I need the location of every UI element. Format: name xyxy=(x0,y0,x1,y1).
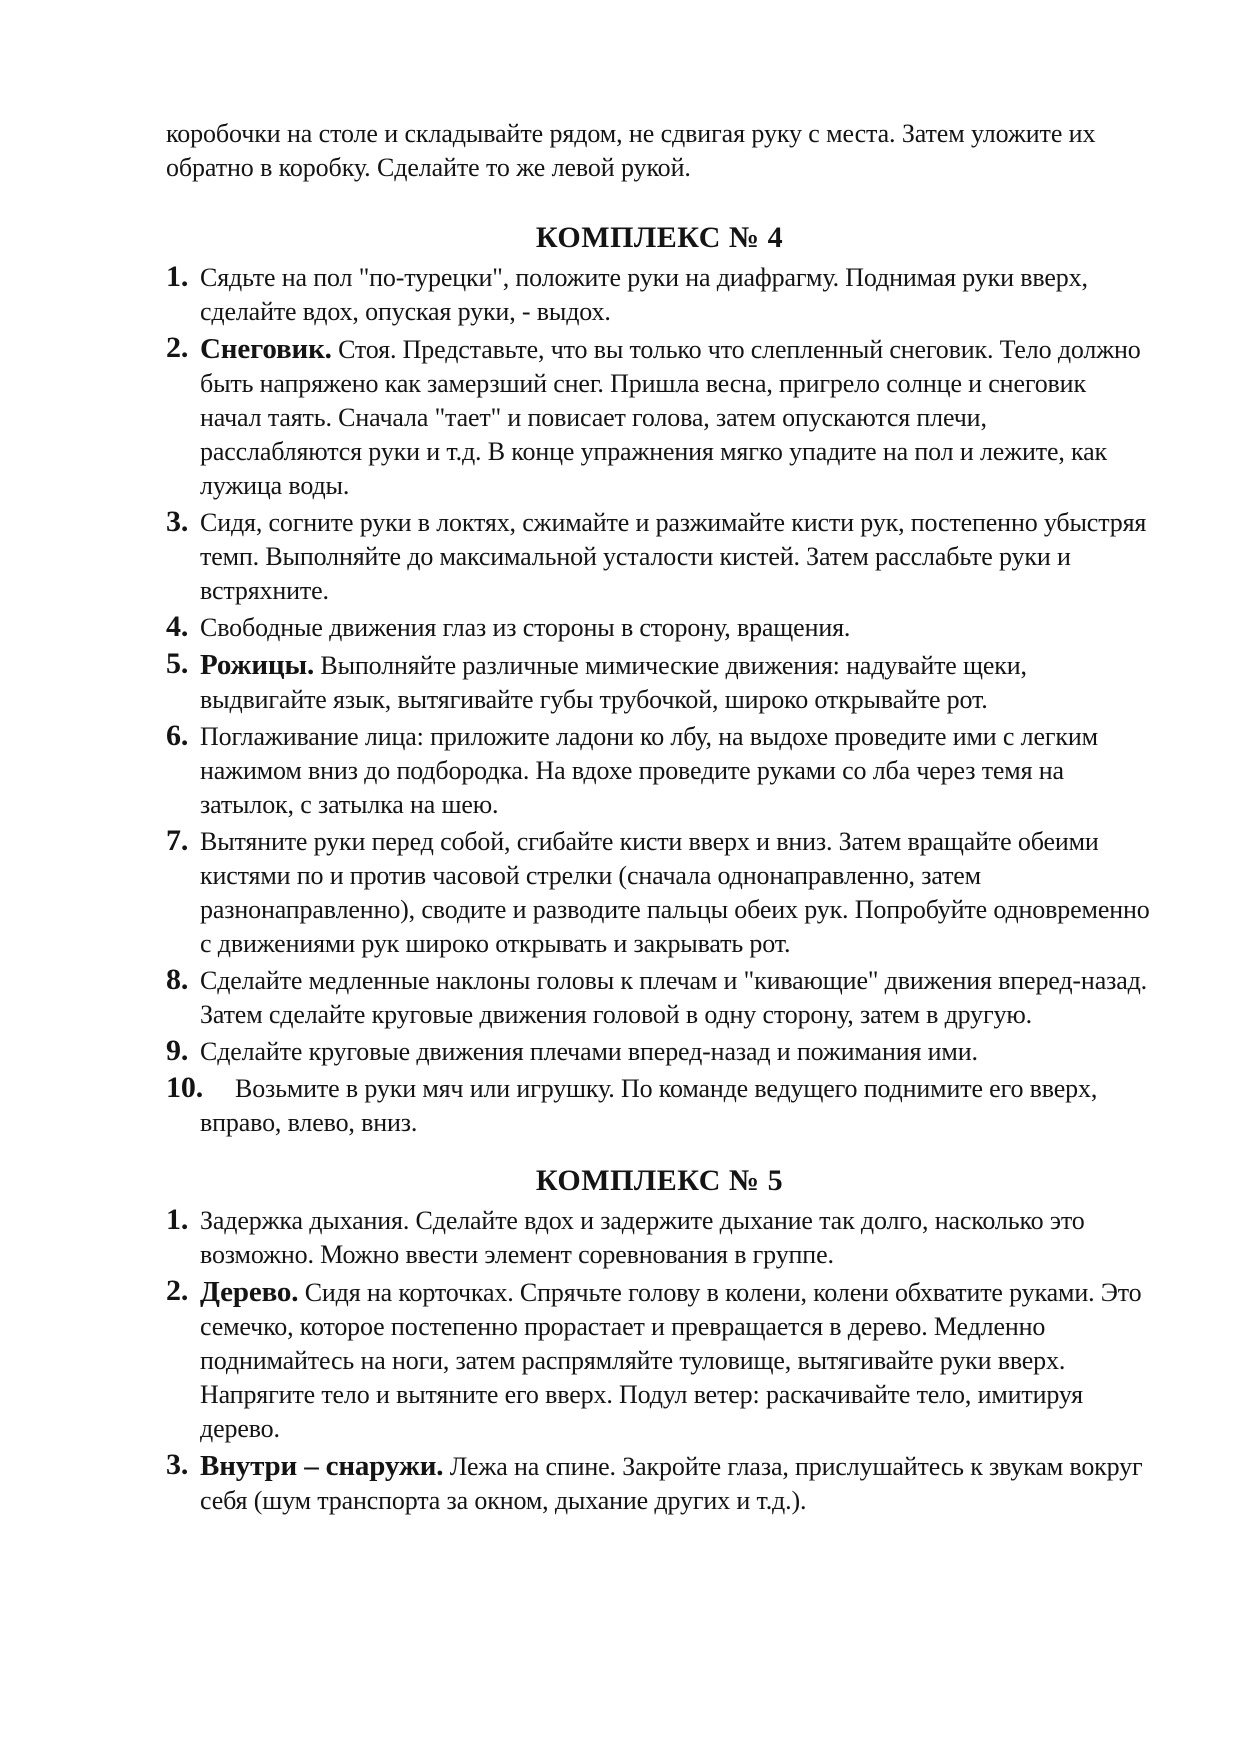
item-title: Дерево. xyxy=(200,1276,299,1308)
exercise-list-complex-4 xyxy=(166,261,1151,1140)
list-item xyxy=(166,611,1151,645)
item-text: Выполняйте различные мимические движения: надувайте щеки, выдвигайте язык, вытягивайте губы трубочкой, широко открывайте рот. xyxy=(200,651,1027,714)
item-number: 10. xyxy=(166,1071,204,1104)
item-title: Рожицы. xyxy=(200,649,315,681)
item-text: Свободные движения глаз из стороны в сторону, вращения. xyxy=(200,613,851,642)
item-text: Поглаживание лица: приложите ладони ко лбу, на выдохе проведите ими с легким нажимом вниз до подбородка. На вдохе проведите руками со лба через темя на затылок, с затылка на шею. xyxy=(200,722,1098,819)
exercise-list-complex-5 xyxy=(166,1204,1151,1518)
list-item xyxy=(166,1035,1151,1069)
list-item xyxy=(166,506,1151,608)
item-title: Внутри – снаружи. xyxy=(200,1450,444,1482)
list-item xyxy=(166,1275,1151,1446)
document-page xyxy=(166,117,1151,1521)
item-number: 3. xyxy=(166,1448,189,1481)
list-item xyxy=(166,1204,1151,1272)
item-text: Задержка дыхания. Сделайте вдох и задержите дыхание так долго, насколько это возможно. Можно ввести элемент соревнования в группе. xyxy=(200,1206,1085,1269)
list-item xyxy=(166,1449,1151,1518)
list-item xyxy=(166,261,1151,329)
item-text: Сядьте на пол "по-турецки", положите руки на диафрагму. Поднимая руки вверх, сделайте вдох, опуская руки, - выдох. xyxy=(200,263,1088,326)
item-number: 9. xyxy=(166,1034,189,1067)
item-title: Снеговик. xyxy=(200,333,332,365)
item-number: 8. xyxy=(166,963,189,996)
item-text: Сидя, согните руки в локтях, сжимайте и разжимайте кисти рук, постепенно убыстряя темп. Выполняйте до максимальной усталости кистей. Затем расслабьте руки и встряхните. xyxy=(200,508,1147,605)
item-number: 4. xyxy=(166,610,189,643)
item-number: 2. xyxy=(166,331,189,364)
section-heading-complex-5: КОМПЛЕКС № 5 xyxy=(535,1164,784,1197)
item-text: Сделайте круговые движения плечами вперед-назад и пожимания ими. xyxy=(200,1037,978,1066)
item-text: Лежа на спине. Закройте глаза, прислушайтесь к звукам вокруг себя (шум транспорта за окном, дыхание других и т.д.). xyxy=(200,1452,1143,1515)
item-number: 1. xyxy=(166,1203,189,1236)
section-heading-complex-4: КОМПЛЕКС № 4 xyxy=(535,221,784,254)
item-number: 7. xyxy=(166,824,189,857)
list-item xyxy=(166,648,1151,717)
item-text: Сидя на корточках. Спрячьте голову в колени, колени обхватите руками. Это семечко, которое постепенно прорастает и превращается в дерево. Медленно поднимайтесь на ноги, затем распрямляйте туловище, вытягивайте руки вверх. Напрягите тело и вытяните его вверх. Подул ветер: раскачивайте тело, имитируя дерево. xyxy=(200,1278,1142,1443)
item-text: Стоя. Представьте, что вы только что слепленный снеговик. Тело должно быть напряжено как замерзший снег. Пришла весна, пригрело солнце и снеговик начал таять. Сначала "тает" и повисает голова, затем опускаются плечи, расслабляются руки и т.д. В конце упражнения мягко упадите на пол и лежите, как лужица воды. xyxy=(200,335,1141,500)
item-text: Вытяните руки перед собой, сгибайте кисти вверх и вниз. Затем вращайте обеими кистями по и против часовой стрелки (сначала однонаправленно, затем разнонаправленно), сводите и разводите пальцы обеих рук. Попробуйте одновременно с движениями рук широко открывать и закрывать рот. xyxy=(200,827,1150,958)
item-text: Сделайте медленные наклоны головы к плечам и "кивающие" движения вперед-назад. Затем сделайте круговые движения головой в одну сторону, затем в другую. xyxy=(200,966,1148,1029)
item-text: Возьмите в руки мяч или игрушку. По команде ведущего поднимите его вверх, вправо, влево, вниз. xyxy=(200,1074,1098,1137)
list-item xyxy=(166,1072,1151,1140)
item-number: 6. xyxy=(166,719,189,752)
item-number: 5. xyxy=(166,647,189,680)
list-item xyxy=(166,332,1151,503)
list-item xyxy=(166,825,1151,961)
list-item xyxy=(166,964,1151,1032)
item-number: 2. xyxy=(166,1274,189,1307)
item-number: 3. xyxy=(166,505,189,538)
list-item xyxy=(166,720,1151,822)
item-number: 1. xyxy=(166,260,189,293)
intro-paragraph: коробочки на столе и складывайте рядом, не сдвигая руку с места. Затем уложите их обратно в коробку. Сделайте то же левой рукой. xyxy=(166,119,1096,182)
